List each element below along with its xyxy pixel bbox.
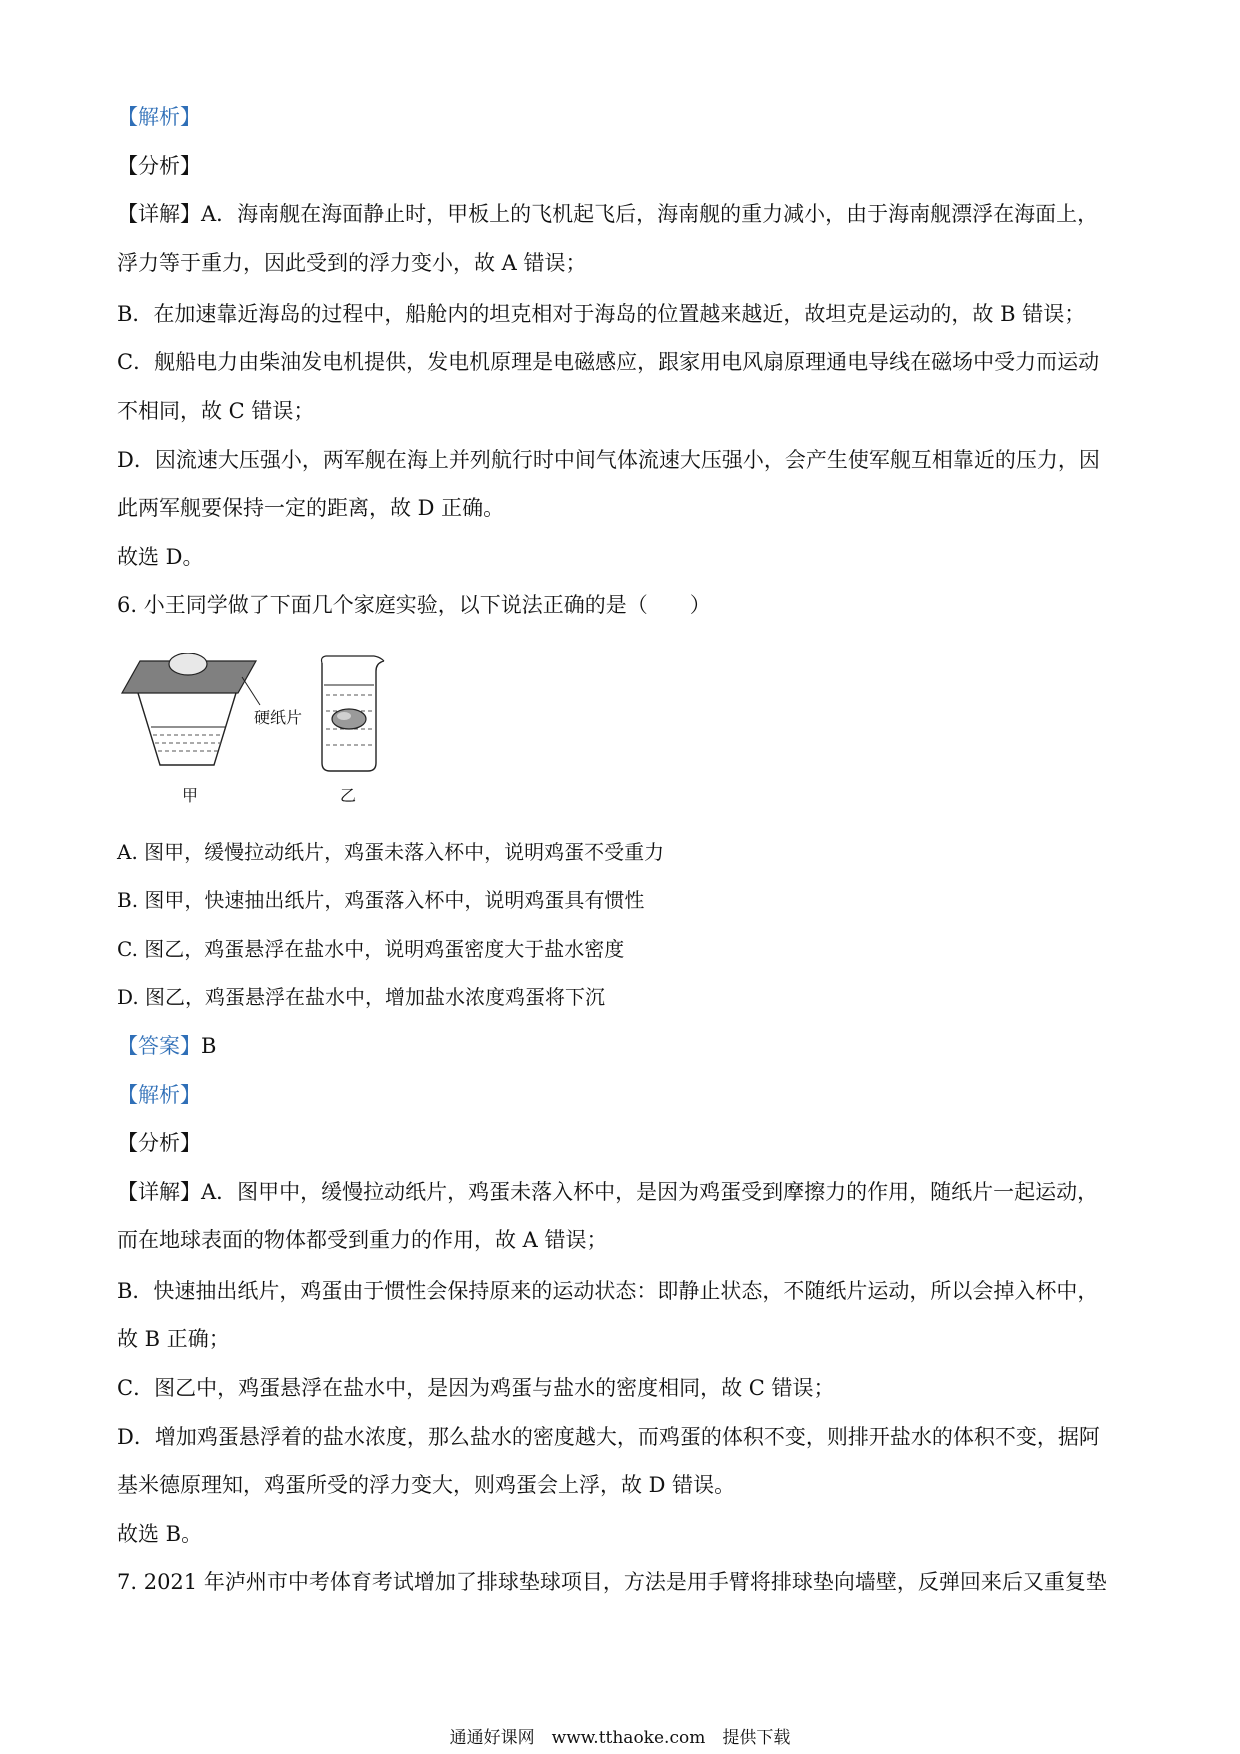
analysis-subheading: 【分析】 bbox=[117, 154, 201, 178]
experiment-diagram bbox=[118, 653, 438, 803]
detail-line: D．增加鸡蛋悬浮着的盐水浓度，那么盐水的密度越大，而鸡蛋的体积不变，则排开盐水的体积不变，据阿 bbox=[117, 1425, 1100, 1449]
egg-highlight bbox=[337, 712, 351, 720]
choice-line: 故选 D。 bbox=[117, 545, 204, 569]
option-c: C. 图乙，鸡蛋悬浮在盐水中，说明鸡蛋密度大于盐水密度 bbox=[117, 937, 625, 961]
detail-line: C．舰船电力由柴油发电机提供，发电机原理是电磁感应，跟家用电风扇原理通电导线在磁场中受力而运动 bbox=[117, 350, 1100, 374]
answer-value: B bbox=[201, 1034, 217, 1058]
card-label: 硬纸片 bbox=[254, 708, 303, 727]
detail-line: 此两军舰要保持一定的距离，故 D 正确。 bbox=[117, 496, 505, 520]
detail-line: 而在地球表面的物体都受到重力的作用，故 A 错误； bbox=[117, 1228, 608, 1252]
suspended-egg bbox=[332, 709, 366, 729]
cup-with-card-diagram bbox=[122, 653, 302, 765]
choice-line: 故选 B。 bbox=[117, 1522, 203, 1546]
detail-line: D．因流速大压强小，两军舰在海上并列航行时中间气体流速大压强小，会产生使军舰互相靠近的压力，因 bbox=[117, 448, 1100, 472]
detail-line: 故 B 正确； bbox=[117, 1327, 230, 1351]
figure-label-jia: 甲 bbox=[181, 786, 199, 803]
detail-tag: 【详解】 bbox=[117, 1180, 201, 1204]
detail-line: C．图乙中，鸡蛋悬浮在盐水中，是因为鸡蛋与盐水的密度相同，故 C 错误； bbox=[117, 1376, 835, 1400]
detail-tag: 【详解】 bbox=[117, 202, 201, 226]
answer-line bbox=[117, 1032, 216, 1060]
analysis-heading: 【解析】 bbox=[117, 1083, 201, 1107]
detail-line bbox=[117, 1178, 1098, 1206]
figure-label-yi: 乙 bbox=[339, 786, 357, 803]
detail-line: B．快速抽出纸片，鸡蛋由于惯性会保持原来的运动状态：即静止状态，不随纸片运动，所以会掉入杯中， bbox=[117, 1279, 1099, 1303]
question-stem: 7. 2021 年泸州市中考体育考试增加了排球垫球项目，方法是用手臂将排球垫向墙壁，反弹回来后又重复垫 bbox=[117, 1570, 1107, 1594]
question-stem: 6. 小王同学做了下面几个家庭实验，以下说法正确的是（ ） bbox=[117, 593, 711, 617]
analysis-heading: 【解析】 bbox=[117, 105, 201, 129]
experiment-figure bbox=[118, 653, 438, 807]
egg-on-card bbox=[169, 653, 207, 675]
cup-outline bbox=[138, 693, 236, 765]
detail-line: 不相同，故 C 错误； bbox=[117, 399, 315, 423]
detail-line: B．在加速靠近海岛的过程中，船舱内的坦克相对于海岛的位置越来越近，故坦克是运动的，故 B 错误； bbox=[117, 302, 1086, 326]
detail-text: A．图甲中，缓慢拉动纸片，鸡蛋未落入杯中，是因为鸡蛋受到摩擦力的作用，随纸片一起运动， bbox=[201, 1180, 1099, 1204]
option-b: B. 图甲，快速抽出纸片，鸡蛋落入杯中，说明鸡蛋具有惯性 bbox=[117, 888, 645, 912]
detail-line: 基米德原理知，鸡蛋所受的浮力变大，则鸡蛋会上浮，故 D 错误。 bbox=[117, 1473, 736, 1497]
answer-tag: 【答案】 bbox=[117, 1034, 201, 1058]
label-leader-line bbox=[242, 677, 260, 705]
page-footer: 通通好课网 www.tthaoke.com 提供下载 bbox=[449, 1728, 791, 1748]
detail-line: 浮力等于重力，因此受到的浮力变小，故 A 错误； bbox=[117, 251, 587, 275]
option-d: D. 图乙，鸡蛋悬浮在盐水中，增加盐水浓度鸡蛋将下沉 bbox=[117, 985, 606, 1009]
detail-line bbox=[117, 200, 1098, 228]
detail-text: A．海南舰在海面静止时，甲板上的飞机起飞后，海南舰的重力减小，由于海南舰漂浮在海面上， bbox=[201, 202, 1099, 226]
beaker-diagram bbox=[322, 656, 385, 771]
beaker-rim bbox=[322, 656, 385, 663]
analysis-subheading: 【分析】 bbox=[117, 1131, 201, 1155]
option-a: A. 图甲，缓慢拉动纸片，鸡蛋未落入杯中，说明鸡蛋不受重力 bbox=[117, 840, 665, 864]
